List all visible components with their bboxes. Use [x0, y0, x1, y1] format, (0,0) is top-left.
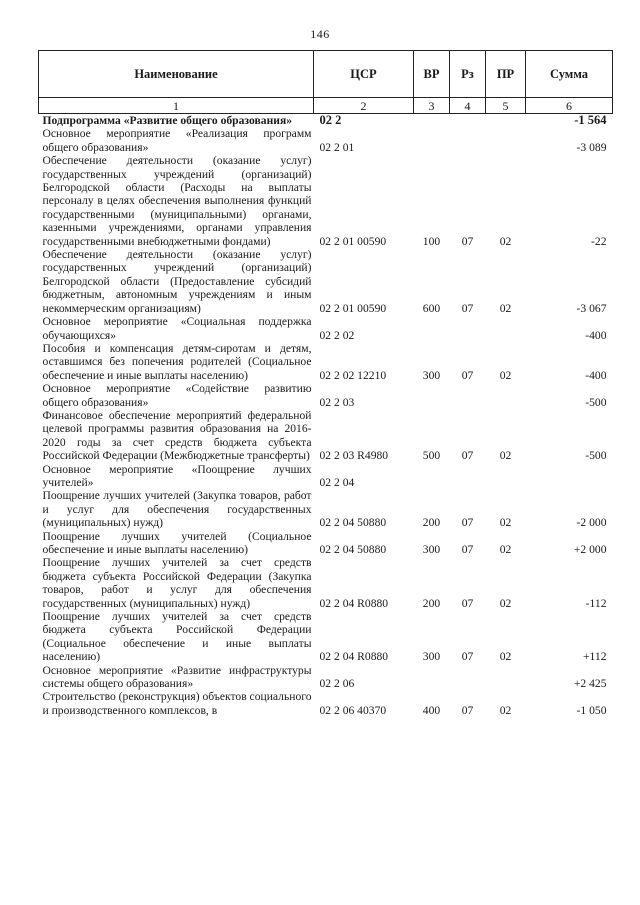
row-vr: 200: [422, 516, 441, 530]
row-pr: [486, 463, 526, 490]
row-csr: 02 2 01 00590: [319, 234, 387, 248]
row-csr: 02 2 04: [319, 475, 355, 489]
row-name: Основное мероприятие «Реализация программ общего образования»: [42, 127, 312, 154]
row-sum: +112: [583, 650, 607, 664]
row-pr: 02: [499, 449, 512, 463]
table-row: [39, 463, 613, 490]
table-row: [39, 315, 613, 342]
table-row: [39, 114, 613, 128]
column-numbers-row: [39, 98, 613, 114]
row-sum: -400: [585, 368, 607, 382]
row-vr: [414, 382, 450, 409]
row-sum: -500: [585, 449, 607, 463]
row-pr: [486, 382, 526, 409]
table-row: [39, 610, 613, 664]
row-pr: [486, 114, 526, 128]
table-row: [39, 690, 613, 717]
row-rz: 07: [461, 301, 474, 315]
row-csr: 02 2 01 00590: [319, 301, 387, 315]
row-rz: 07: [461, 543, 474, 556]
table-row: [39, 248, 613, 315]
row-rz: [450, 315, 486, 342]
row-sum: -1 564: [574, 113, 607, 127]
row-pr: 02: [499, 703, 512, 717]
row-sum: [526, 463, 613, 490]
row-sum: -1 050: [576, 703, 607, 717]
row-pr: [486, 315, 526, 342]
row-pr: 02: [499, 650, 512, 664]
row-rz: 07: [461, 449, 474, 463]
row-sum: -22: [591, 234, 607, 248]
row-csr: 02 2 02 12210: [319, 368, 387, 382]
row-pr: 02: [499, 596, 512, 610]
row-sum: -500: [585, 395, 607, 409]
table-row: [39, 409, 613, 463]
row-vr: [414, 127, 450, 154]
table-row: [39, 530, 613, 557]
row-rz: [450, 382, 486, 409]
row-csr: 02 2: [319, 113, 342, 127]
row-csr: 02 2 04 50880: [319, 543, 387, 556]
row-name: Основное мероприятие «Содействие развитию общего образования»: [42, 382, 312, 409]
column-number: 3: [414, 98, 450, 114]
row-sum: -3 067: [576, 301, 607, 315]
row-rz: [450, 114, 486, 128]
row-name: Подпрограмма «Развитие общего образования»: [42, 114, 293, 127]
row-vr: 100: [422, 234, 441, 248]
row-sum: -3 089: [576, 140, 607, 154]
row-pr: 02: [499, 368, 512, 382]
row-rz: 07: [461, 234, 474, 248]
row-name: Строительство (реконструкция) объектов социального и производственного комплексов, в: [42, 690, 312, 717]
row-rz: 07: [461, 703, 474, 717]
row-rz: [450, 664, 486, 691]
table-header: [39, 51, 613, 114]
row-sum: +2 425: [573, 677, 607, 691]
row-pr: 02: [499, 301, 512, 315]
row-sum: -112: [585, 596, 607, 610]
header-sum: Сумма: [526, 51, 613, 98]
header-vr: ВР: [414, 51, 450, 98]
row-vr: [414, 315, 450, 342]
row-rz: [450, 463, 486, 490]
row-rz: 07: [461, 596, 474, 610]
column-number: 5: [486, 98, 526, 114]
row-vr: [414, 114, 450, 128]
table-row: [39, 342, 613, 382]
table-row: [39, 127, 613, 154]
column-number: 1: [39, 98, 314, 114]
row-name: Обеспечение деятельности (оказание услуг) государственных учреждений (организаций) Белгородской области (Предоставление субсидий бюджетным, автономным учреждениям и иным некоммерческим организациям): [42, 248, 312, 315]
row-name: Поощрение лучших учителей (Закупка товаров, работ и услуг для обеспечения государственных (муниципальных) нужд): [42, 489, 312, 530]
row-name: Обеспечение деятельности (оказание услуг) государственных учреждений (организаций) Белгородской области (Расходы на выплаты персоналу в целях обеспечения выполнения функций государственными (муниципальными) органами, казенными учреждениями, органами управления государственными внебюджетными фондами): [42, 154, 312, 248]
row-csr: 02 2 04 50880: [319, 516, 387, 530]
row-csr: 02 2 02: [319, 328, 355, 342]
header-pr: ПР: [486, 51, 526, 98]
table-row: [39, 664, 613, 691]
table-row: [39, 154, 613, 248]
row-name: Основное мероприятие «Поощрение лучших учителей»: [42, 462, 312, 489]
row-pr: 02: [499, 516, 512, 530]
row-name: Пособия и компенсация детям-сиротам и детям, оставшимся без попечения родителей (Социальное обеспечение и иные выплаты населению): [42, 341, 312, 382]
row-name: Основное мероприятие «Развитие инфраструктуры системы общего образования»: [42, 663, 312, 691]
table-row: [39, 556, 613, 610]
row-rz: [450, 127, 486, 154]
row-csr: 02 2 03 R4980: [319, 449, 389, 463]
row-csr: 02 2 06: [319, 677, 355, 691]
column-number: 6: [526, 98, 613, 114]
row-csr: 02 2 04 R0880: [319, 596, 389, 610]
row-csr: 02 2 04 R0880: [319, 650, 389, 664]
row-pr: [486, 664, 526, 691]
row-vr: 300: [422, 368, 441, 382]
column-number: 2: [314, 98, 414, 114]
column-number: 4: [450, 98, 486, 114]
row-pr: 02: [499, 234, 512, 248]
header-csr: ЦСР: [314, 51, 414, 98]
table-row: [39, 382, 613, 409]
page-number: 146: [310, 27, 330, 41]
row-vr: 300: [422, 650, 441, 664]
row-vr: 500: [422, 449, 441, 463]
row-vr: 300: [422, 543, 441, 556]
budget-table: [38, 50, 613, 717]
row-vr: [414, 463, 450, 490]
row-name: Поощрение лучших учителей за счет средств бюджета субъекта Российской Федерации (Социальное обеспечение и иные выплаты населению): [42, 610, 312, 664]
row-vr: [414, 664, 450, 691]
row-name: Поощрение лучших учителей за счет средств бюджета субъекта Российской Федерации (Закупка товаров, работ и услуг для обеспечения государственных (муниципальных) нужд): [42, 556, 312, 610]
table-row: [39, 489, 613, 529]
row-name: Основное мероприятие «Социальная поддержка обучающихся»: [42, 315, 312, 342]
row-sum: -400: [585, 328, 607, 342]
header-name: Наименование: [39, 51, 314, 98]
row-rz: 07: [461, 368, 474, 382]
row-rz: 07: [461, 516, 474, 530]
row-vr: 200: [422, 596, 441, 610]
row-pr: [486, 127, 526, 154]
row-pr: 02: [499, 543, 512, 556]
row-rz: 07: [461, 650, 474, 664]
row-sum: -2 000: [576, 516, 607, 530]
row-vr: 400: [422, 703, 441, 717]
row-vr: 600: [422, 301, 441, 315]
row-csr: 02 2 06 40370: [319, 703, 387, 717]
row-name: Финансовое обеспечение мероприятий федеральной целевой программы развития образования на 2016-2020 годы за счет средств бюджета субъекта Российской Федерации (Межбюджетные трансферты): [42, 408, 312, 463]
row-sum: +2 000: [573, 543, 607, 556]
header-rz: Рз: [450, 51, 486, 98]
row-csr: 02 2 03: [319, 395, 355, 409]
row-csr: 02 2 01: [319, 140, 355, 154]
row-name: Поощрение лучших учителей (Социальное обеспечение и иные выплаты населению): [42, 529, 312, 556]
